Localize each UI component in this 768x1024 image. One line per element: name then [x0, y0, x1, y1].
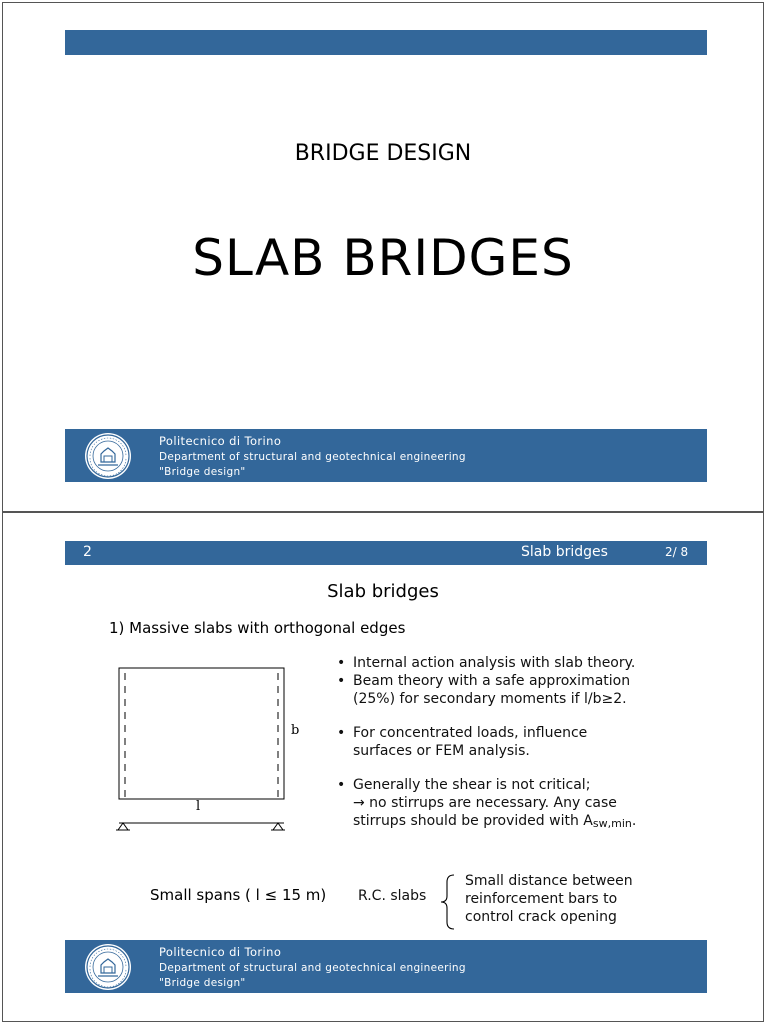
slide-1-top-bar — [65, 30, 707, 55]
bullet-item — [337, 776, 657, 833]
right-support-icon — [273, 823, 283, 830]
footer-course: "Bridge design" — [159, 977, 246, 989]
bullet-list — [337, 654, 657, 833]
bullet-text: (25%) for secondary moments if l/b≥2. — [353, 691, 627, 707]
bullet-dot: • — [337, 777, 346, 793]
page-indicator: 2/ 8 — [665, 545, 689, 559]
slab-diagram — [108, 663, 298, 839]
slide-1-subtitle: BRIDGE DESIGN — [294, 141, 472, 166]
slide-2-header-bar — [65, 541, 707, 565]
brace-line: Small distance between — [465, 873, 633, 889]
left-brace-icon — [438, 873, 458, 931]
bullet-text-part: stirrups should be provided with A — [353, 813, 593, 829]
brace-annotation — [465, 872, 633, 926]
slab-diagram-svg — [108, 663, 298, 835]
bullet-text: Internal action analysis with slab theory. — [353, 655, 636, 671]
bullet-text-part: . — [631, 813, 637, 829]
bullet-text — [353, 812, 657, 833]
small-spans-label: Small spans ( l ≤ 15 m) — [150, 886, 327, 904]
bullet-dot: • — [337, 673, 346, 689]
slide-2-footer — [65, 940, 707, 993]
brace-line: control crack opening — [465, 909, 617, 925]
dimension-label-b: b — [291, 723, 300, 738]
bullet-text: surfaces or FEM analysis. — [353, 743, 530, 759]
bullet-text: Beam theory with a safe approximation — [353, 673, 631, 689]
slide-2 — [2, 512, 764, 1022]
bullet-text: → no stirrups are necessary. Any case — [353, 795, 617, 811]
footer-department: Department of structural and geotechnical engineering — [159, 451, 466, 463]
university-seal-logo — [84, 943, 132, 991]
slide-2-title: Slab bridges — [327, 581, 439, 602]
bullet-dot: • — [337, 655, 346, 671]
small-spans-row — [3, 869, 763, 931]
bullet-item — [337, 672, 657, 708]
slide-topic: Slab bridges — [521, 544, 608, 560]
bullet-item — [337, 654, 657, 672]
bullet-text: Generally the shear is not critical; — [353, 777, 591, 793]
brace-line: reinforcement bars to — [465, 891, 618, 907]
left-support-icon — [118, 823, 128, 830]
footer-department: Department of structural and geotechnical engineering — [159, 962, 466, 974]
footer-institution: Politecnico di Torino — [159, 434, 282, 448]
rc-slabs-label: R.C. slabs — [358, 888, 427, 904]
slide-1-footer — [65, 429, 707, 482]
bullet-dot: • — [337, 725, 346, 741]
footer-course: "Bridge design" — [159, 466, 246, 478]
section-heading: 1) Massive slabs with orthogonal edges — [109, 619, 406, 637]
slide-number: 2 — [83, 544, 92, 560]
subscript-sw-min: sw,min — [592, 817, 632, 830]
slide-1 — [2, 2, 764, 512]
bullet-text: For concentrated loads, influence — [353, 725, 588, 741]
bullet-item — [337, 724, 657, 760]
footer-institution: Politecnico di Torino — [159, 945, 282, 959]
dimension-label-l: l — [196, 799, 201, 814]
slide-1-title: SLAB BRIDGES — [192, 229, 574, 287]
university-seal-logo — [84, 432, 132, 480]
